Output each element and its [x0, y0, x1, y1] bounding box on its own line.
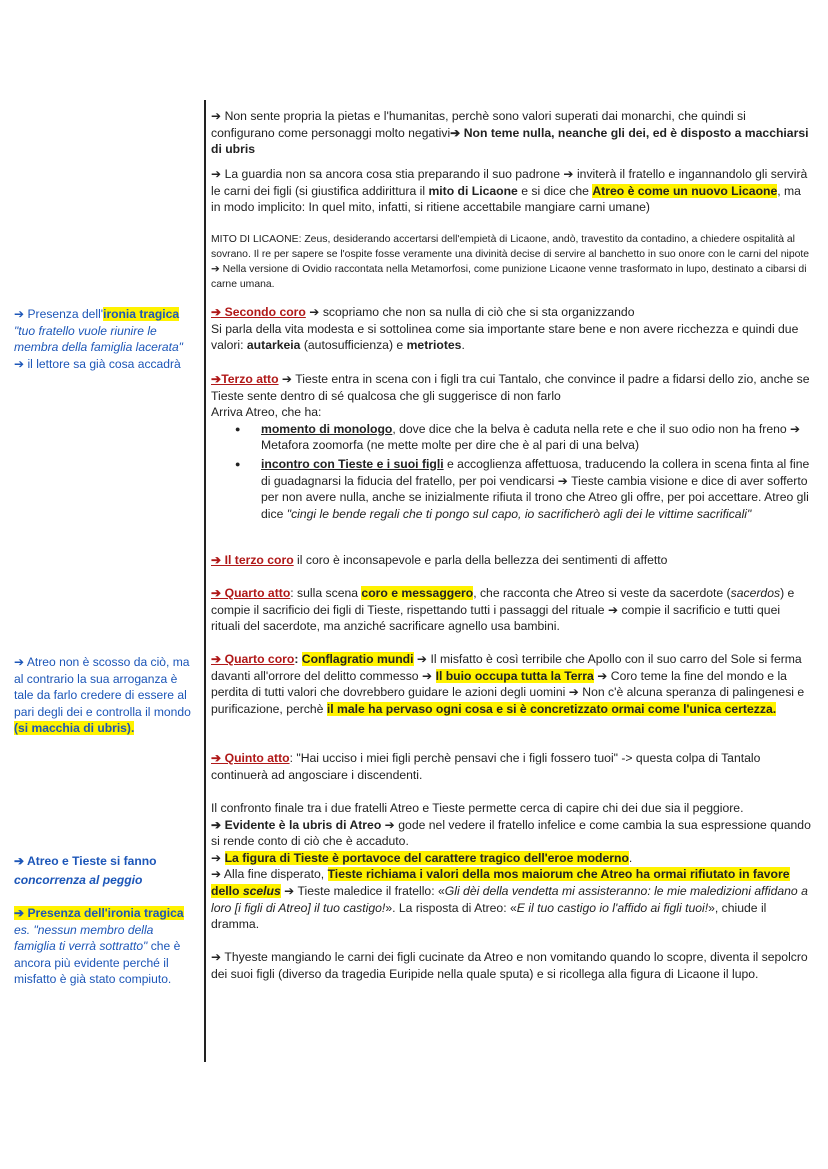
- section-secondo-coro: [211, 304, 811, 354]
- text: ➔ Non sente propria la pietas e l'humanitas, perchè sono valori superati dai monarchi, che quindi si configurano come personaggi molto negativi: [211, 109, 746, 140]
- text-bold: incontro con Tieste e i suoi figli: [261, 456, 444, 471]
- section-quarto-atto: [211, 585, 811, 635]
- text: Arriva Atreo, che ha:: [211, 405, 322, 420]
- side-note-text: concorrenza al peggio: [14, 873, 143, 887]
- section-quinto-atto: [211, 750, 811, 783]
- text: , che racconta che Atreo si veste da sacerdote (: [473, 586, 731, 600]
- text: ➔ Thyeste mangiando le carni dei figli cucinate da Atreo e non vomitando quando lo scopre, diventa il sepolcro dei suoi figli (diverso da tragedia Euripide nella quale sputa) e si ricollega alla figura di Licaone il lupo.: [211, 950, 808, 981]
- section-heading: ➔Terzo atto: [211, 372, 279, 386]
- text: Si parla della vita modesta e si sottolinea come sia importante stare bene e non avere ricchezza e quindi due valori:: [211, 321, 799, 353]
- text-bold: ➔ Evidente è la ubris di Atreo: [211, 817, 382, 832]
- text: », chiude il dramma.: [211, 900, 767, 932]
- text-bold: autarkeia: [246, 338, 301, 353]
- highlight: Il buio occupa tutta la Terra: [435, 668, 594, 683]
- text: : "Hai ucciso i miei figli perchè pensavi che i figli fossero tuoi" -> questa colpa di Tantalo continuerà ad angosciare i discendenti.: [211, 751, 761, 782]
- text: ➔ Coro teme la fine del mondo e la perdita di tutti valori che dovrebbero guidare le azioni degli uomini ➔ Non c'è alcuna speranza di palingenesi e purificazione, perchè: [211, 668, 805, 716]
- paragraph-pietas: [211, 108, 811, 158]
- text: ➔ Alla fine disperato,: [211, 867, 328, 882]
- text: il coro è inconsapevole e parla della bellezza dei sentimenti di affetto: [293, 553, 668, 567]
- highlight: La figura di Tieste è portavoce del carattere tragico dell'eroe moderno: [224, 850, 629, 865]
- text: ➔ Tieste maledice il fratello: «: [280, 883, 445, 898]
- highlight: Tieste richiama i valori della mos maiorum che Atreo ha ormai rifiutato in favore dello: [211, 867, 790, 898]
- side-note-concorrenza: [14, 852, 192, 890]
- section-terzo-coro: [211, 552, 811, 569]
- text: ». La risposta di Atreo: «: [385, 900, 517, 915]
- quote: E il tuo castigo io l'affido ai figli tuoi!: [516, 900, 709, 915]
- side-note-ironia-1: [14, 306, 192, 372]
- side-note-highlight: ironia tragica: [103, 307, 180, 321]
- section-heading: ➔ Quarto atto: [211, 586, 291, 600]
- text: , dove dice che la belva è caduta nella rete e che il suo odio non ha freno ➔ Metafora zoomorfa (ne mette molte per dire che è al pari di una belva): [261, 421, 801, 453]
- text-bold: :: [294, 652, 302, 666]
- side-note-text: ➔ Atreo non è scosso da ciò, ma al contrario la sua arroganza è tale da farlo credere di essere al pari degli dei e controlla il mondo: [14, 655, 191, 719]
- text: ➔ Il misfatto è così terribile che Apollo con il suo carro del Sole si ferma davanti all'orrore del delitto commesso ➔: [211, 652, 802, 683]
- section-heading: ➔ Quinto atto: [211, 751, 290, 765]
- text: MITO DI LICAONE: Zeus, desiderando accertarsi dell'empietà di Licaone, andò, travestito da contadino, a chiedere ospitalità al sovrano. Il re per sapere se l'ospite fosse veramente una divinità decise di servire al banchetto in suo onore con le carni del nipote ➔ Nella versione di Ovidio raccontata nella Metamorfosi, come punizione Licaone venne trasformato in lupo, destinato a cibarsi di carne umana.: [211, 234, 810, 290]
- highlight: il male ha pervaso ogni cosa e si è concretizzato ormai come l'unica certezza.: [326, 701, 777, 716]
- bullet-list: [211, 421, 811, 523]
- text: ➔ scopriamo che non sa nulla di ciò che si sta organizzando: [305, 305, 635, 319]
- highlight-italic: scelus: [242, 883, 281, 898]
- margin-divider-line: [204, 100, 206, 1062]
- paragraph-mito-licaone: [211, 232, 811, 292]
- text: e si dice che: [517, 183, 593, 198]
- side-note-ironia-2: [14, 905, 192, 988]
- highlight: Atreo è come un nuovo Licaone: [592, 183, 778, 198]
- section-heading: ➔ Secondo coro: [211, 305, 306, 319]
- side-note-text: ➔ Atreo e Tieste si fanno: [14, 854, 157, 868]
- list-item: [261, 456, 811, 522]
- paragraph-guardia: [211, 166, 811, 216]
- text: .: [628, 850, 633, 865]
- list-item: [261, 421, 811, 454]
- section-heading: ➔ Quarto coro: [211, 652, 295, 666]
- text: ) e compie il sacrificio dei figli di Tieste, rispettando tutti i passaggi del rituale ➔ compie il sacrificio e tutti quei rituali del sacerdote, ma anziché sacrificare agnello usa bambini.: [211, 586, 795, 634]
- text-bold: mito di Licaone: [428, 183, 518, 198]
- highlight: coro e messaggero: [361, 586, 474, 600]
- text: ➔ Tieste entra in scena con i figli tra cui Tantalo, che convince il padre a fidarsi dello zio, anche se Tieste sente dentro di sé qualcosa che gli suggerisce di non farlo: [211, 372, 810, 403]
- text-bold: momento di monologo: [261, 421, 393, 436]
- side-note-highlight: ➔ Presenza dell'ironia tragica: [14, 906, 184, 920]
- text-bold: metriotes: [406, 338, 462, 353]
- section-heading: ➔ Il terzo coro: [211, 553, 294, 567]
- section-quarto-coro: [211, 651, 811, 717]
- highlight: Conflagratio mundi: [301, 652, 414, 666]
- quote: "cingi le bende regali che ti pongo sul capo, io sacrificherò agli dei le vittime sacrificali": [286, 506, 752, 521]
- side-note-text: che è ancora più evidente perché il misfatto è già stato compiuto.: [14, 939, 181, 987]
- side-note-text: ➔ il lettore sa già cosa accadrà: [14, 356, 181, 371]
- side-note-quote: "tuo fratello vuole riunire le membra della famiglia lacerata": [14, 323, 183, 355]
- text: Il confronto finale tra i due fratelli Atreo e Tieste permette cerca di capire chi dei due sia il peggiore.: [211, 801, 744, 815]
- section-terzo-atto: [211, 371, 811, 522]
- text: (autosufficienza) e: [300, 338, 407, 353]
- text: : sulla scena: [290, 586, 362, 600]
- text-italic: sacerdos: [730, 586, 781, 600]
- paragraph-confronto-finale: [211, 800, 811, 933]
- side-note-quote: es. "nessun membro della famiglia ti verrà sottratto": [14, 922, 154, 954]
- text-bold: ➔ Non teme nulla, neanche gli dei, ed è disposto a macchiarsi di ubris: [211, 125, 809, 157]
- side-note-highlight: (si macchia di ubris).: [14, 721, 135, 736]
- text: ➔: [211, 850, 225, 865]
- text: ➔ gode nel vedere il fratello infelice e come cambia la sua espressione quando si rende conto di ciò che è accaduto.: [211, 817, 811, 849]
- side-note-text: ➔ Presenza dell': [14, 307, 104, 321]
- text: e accoglienza affettuosa, traducendo la collera in scena finta al fine di guadagnarsi la fiducia del fratello, per poi vendicarsi ➔ Tieste cambia visione e dice di aver sofferto per non avere nulla, anche se inizialmente rifiuta il trono che Atreo gli offre, per poi accettare. Atreo gli dice: [261, 456, 810, 521]
- side-note-atreo-arroganza: [14, 654, 192, 737]
- text: ➔ La guardia non sa ancora cosa stia preparando il suo padrone ➔ inviterà il fratello e ingannandolo gli servirà le carni dei figli (si giustifica addirittura il: [211, 167, 808, 198]
- paragraph-thyeste: [211, 949, 811, 982]
- text: .: [461, 338, 465, 353]
- text: , ma in modo implicito: In quel mito, infatti, si ritiene accettabile mangiare carni umane): [211, 183, 801, 215]
- quote: Gli dèi della vendetta mi assisteranno: le mie maledizioni affidano a loro [i figli di Atreo] il tuo castigo!: [211, 883, 808, 915]
